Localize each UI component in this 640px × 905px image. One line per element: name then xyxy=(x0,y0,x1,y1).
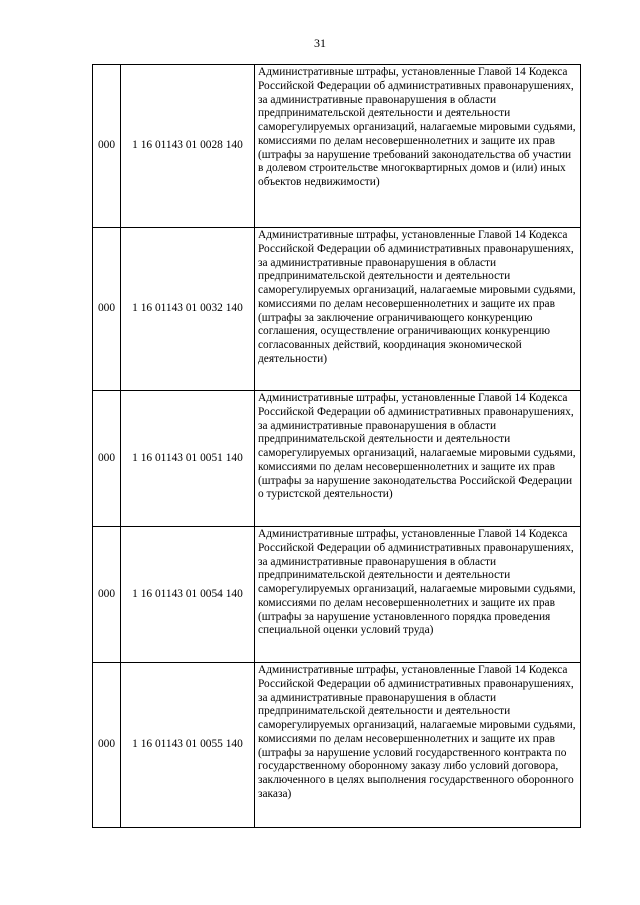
table-row xyxy=(93,391,581,527)
table-row xyxy=(93,228,581,391)
description-cell: Административные штрафы, установленные Главой 14 Кодекса Российской Федерации об административных правонарушениях, за административные правонарушения в области предпринимательской деятельности и деятельности саморегулируемых организаций, налагаемые мировыми судьями, комиссиями по делам несовершеннолетних и защите их прав (штрафы за заключение ограничивающего конкуренцию соглашения, осуществление ограничивающих конкуренцию согласованных действий, координация экономической деятельности) xyxy=(255,228,581,391)
admin-code-cell: 000 xyxy=(93,65,121,228)
admin-code-cell: 000 xyxy=(93,663,121,828)
description-cell: Административные штрафы, установленные Главой 14 Кодекса Российской Федерации об административных правонарушениях, за административные правонарушения в области предпринимательской деятельности и деятельности саморегулируемых организаций, налагаемые мировыми судьями, комиссиями по делам несовершеннолетних и защите их прав (штрафы за нарушение законодательства Российской Федерации о туристской деятельности) xyxy=(255,391,581,527)
table-row xyxy=(93,527,581,663)
budget-code-cell: 1 16 01143 01 0054 140 xyxy=(121,527,255,663)
budget-code-cell: 1 16 01143 01 0028 140 xyxy=(121,65,255,228)
admin-code-cell: 000 xyxy=(93,527,121,663)
admin-code-cell: 000 xyxy=(93,228,121,391)
description-cell: Административные штрафы, установленные Главой 14 Кодекса Российской Федерации об административных правонарушениях, за административные правонарушения в области предпринимательской деятельности и деятельности саморегулируемых организаций, налагаемые мировыми судьями, комиссиями по делам несовершеннолетних и защите их прав (штрафы за нарушение установленного порядка проведения специальной оценки условий труда) xyxy=(255,527,581,663)
table-row xyxy=(93,663,581,828)
table-row xyxy=(93,65,581,228)
budget-classification-table xyxy=(92,64,581,828)
description-cell: Административные штрафы, установленные Главой 14 Кодекса Российской Федерации об административных правонарушениях, за административные правонарушения в области предпринимательской деятельности и деятельности саморегулируемых организаций, налагаемые мировыми судьями, комиссиями по делам несовершеннолетних и защите их прав (штрафы за нарушение условий государственного контракта по государственному оборонному заказу либо условий договора, заключенного в целях выполнения государственного оборонного заказа) xyxy=(255,663,581,828)
budget-code-cell: 1 16 01143 01 0051 140 xyxy=(121,391,255,527)
budget-code-cell: 1 16 01143 01 0055 140 xyxy=(121,663,255,828)
admin-code-cell: 000 xyxy=(93,391,121,527)
description-cell: Административные штрафы, установленные Главой 14 Кодекса Российской Федерации об административных правонарушениях, за административные правонарушения в области предпринимательской деятельности и деятельности саморегулируемых организаций, налагаемые мировыми судьями, комиссиями по делам несовершеннолетних и защите их прав (штрафы за нарушение требований законодательства об участии в долевом строительстве многоквартирных домов и (или) иных объектов недвижимости) xyxy=(255,65,581,228)
budget-code-cell: 1 16 01143 01 0032 140 xyxy=(121,228,255,391)
page-number: 31 xyxy=(314,36,326,50)
